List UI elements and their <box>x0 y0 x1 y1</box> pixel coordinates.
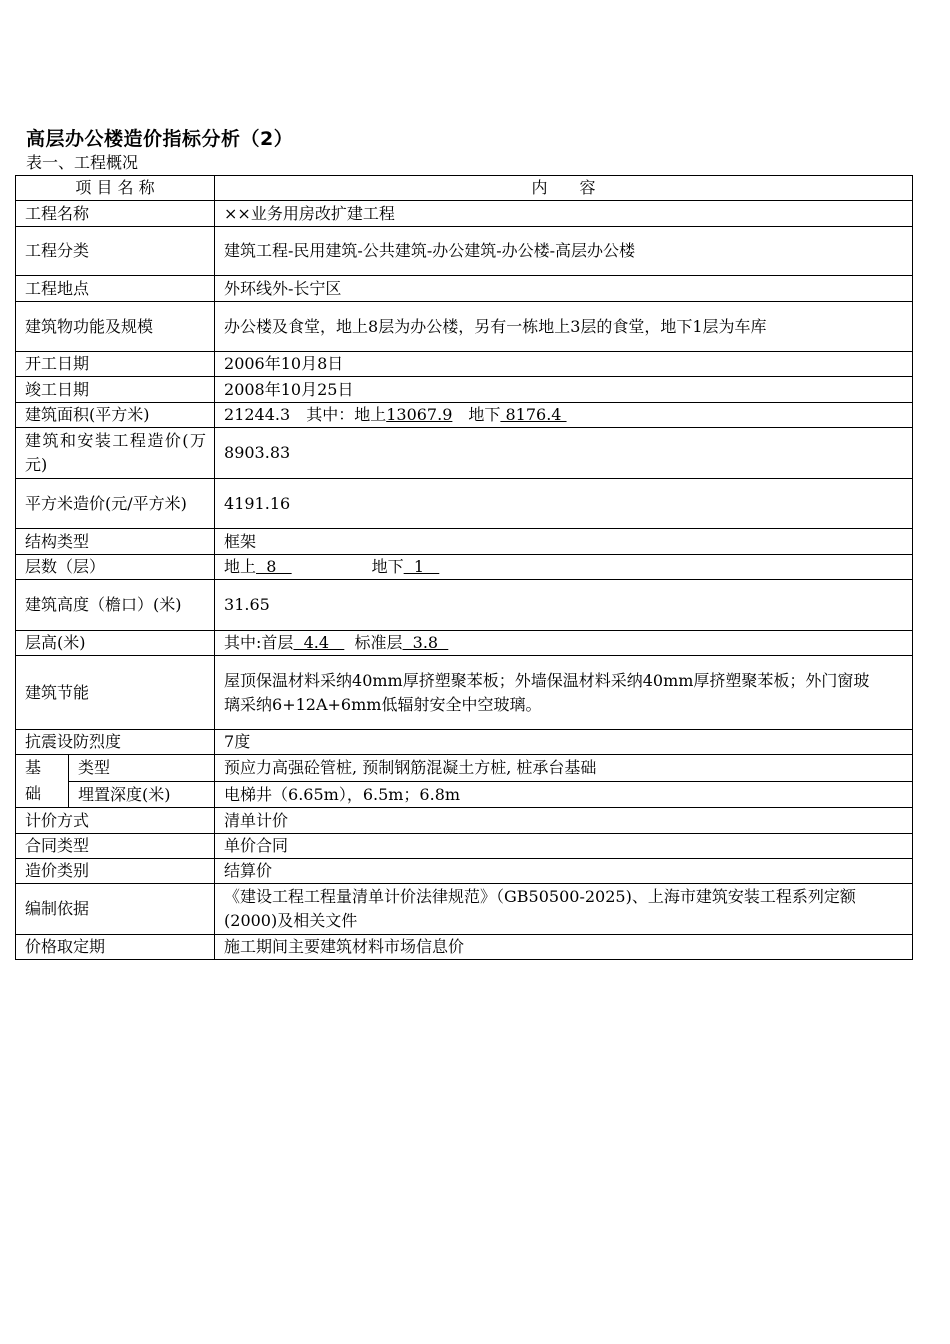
row-value: 建筑工程-民用建筑-公共建筑-办公建筑-办公楼-高层办公楼 <box>215 227 913 276</box>
table-row <box>16 377 913 403</box>
floors-above-label: 地上 <box>224 557 257 576</box>
row-label: 计价方式 <box>16 808 215 834</box>
table-row <box>16 808 913 834</box>
document-title: 高层办公楼造价指标分析（2） <box>26 128 294 150</box>
table-row <box>16 580 913 631</box>
header-item-name: 项 目 名 称 <box>16 176 215 201</box>
row-label: 建筑面积(平方米) <box>16 403 215 428</box>
table-row <box>16 428 913 479</box>
table-caption: 表一、工程概况 <box>26 153 139 172</box>
floors-below-label: 地下 <box>291 557 404 576</box>
area-above-label: 其中：地上 <box>290 405 387 424</box>
row-label: 工程名称 <box>16 201 215 227</box>
row-label: 合同类型 <box>16 834 215 859</box>
table-row <box>16 201 913 227</box>
floors-above-value: 8 <box>256 557 292 576</box>
row-value: 2008年10月25日 <box>215 377 913 403</box>
row-value <box>215 631 913 656</box>
table-row <box>16 656 913 730</box>
row-value: ××业务用房改扩建工程 <box>215 201 913 227</box>
floor-height-standard-label: 标准层 <box>344 633 403 652</box>
floors-below-value: 1 <box>403 557 440 576</box>
row-label: 竣工日期 <box>16 377 215 403</box>
row-label: 类型 <box>69 755 215 782</box>
row-value: 预应力高强砼管桩, 预制钢筋混凝土方桩, 桩承台基础 <box>215 755 913 782</box>
row-label: 平方米造价(元/平方米) <box>16 479 215 529</box>
floor-height-first: 4.4 <box>293 633 345 652</box>
row-value: 电梯井（6.65m），6.5m；6.8m <box>215 782 913 808</box>
row-value: 8903.83 <box>215 428 913 479</box>
row-label: 工程地点 <box>16 276 215 302</box>
floor-height-standard: 3.8 <box>402 633 449 652</box>
table-row <box>16 884 913 935</box>
row-label: 建筑高度（檐口）(米) <box>16 580 215 631</box>
row-value <box>215 555 913 580</box>
row-label: 结构类型 <box>16 529 215 555</box>
table-row <box>16 227 913 276</box>
row-value: 单价合同 <box>215 834 913 859</box>
table-row <box>16 302 913 352</box>
table-row <box>16 935 913 960</box>
row-value: 《建设工程工程量清单计价法律规范》（GB50500-2025)、上海市建筑安装工程系列定额(2000)及相关文件 <box>215 884 913 935</box>
table-row <box>16 529 913 555</box>
area-below-label: 地下 <box>452 405 501 424</box>
row-value <box>215 403 913 428</box>
table-header-row <box>16 176 913 201</box>
row-value: 施工期间主要建筑材料市场信息价 <box>215 935 913 960</box>
table-row <box>16 479 913 529</box>
area-total: 21244.3 <box>224 405 291 424</box>
header-content: 内 容 <box>215 176 913 201</box>
row-label: 埋置深度(米) <box>69 782 215 808</box>
table-row <box>16 755 913 782</box>
row-label: 造价类别 <box>16 859 215 884</box>
row-value: 结算价 <box>215 859 913 884</box>
table-row <box>16 782 913 808</box>
row-label: 工程分类 <box>16 227 215 276</box>
table-row <box>16 403 913 428</box>
row-value: 外环线外-长宁区 <box>215 276 913 302</box>
row-value: 办公楼及食堂，地上8层为办公楼，另有一栋地上3层的食堂，地下1层为车库 <box>215 302 913 352</box>
row-label: 建筑和安装工程造价(万元) <box>16 428 215 479</box>
row-label: 建筑节能 <box>16 656 215 730</box>
table-row <box>16 555 913 580</box>
row-value: 31.65 <box>215 580 913 631</box>
floor-height-prefix: 其中:首层 <box>224 633 294 652</box>
row-value: 框架 <box>215 529 913 555</box>
row-label: 抗震设防烈度 <box>16 730 215 755</box>
row-label: 开工日期 <box>16 352 215 377</box>
row-value: 4191.16 <box>215 479 913 529</box>
row-value: 7度 <box>215 730 913 755</box>
row-label: 价格取定期 <box>16 935 215 960</box>
table-row <box>16 859 913 884</box>
row-label: 层高(米) <box>16 631 215 656</box>
table-row <box>16 352 913 377</box>
row-value: 屋顶保温材料采纳40mm厚挤塑聚苯板；外墙保温材料采纳40mm厚挤塑聚苯板；外门窗玻璃采纳6+12A+6mm低辐射安全中空玻璃。 <box>215 656 913 730</box>
table-row <box>16 834 913 859</box>
area-above-value: 13067.9 <box>386 405 453 424</box>
row-label: 层数（层） <box>16 555 215 580</box>
table-row <box>16 730 913 755</box>
project-overview-table <box>15 175 913 960</box>
foundation-label: 基础 <box>16 755 69 808</box>
row-value: 清单计价 <box>215 808 913 834</box>
table-row <box>16 276 913 302</box>
row-label: 建筑物功能及规模 <box>16 302 215 352</box>
area-below-value: 8176.4 <box>500 405 567 424</box>
row-value: 2006年10月8日 <box>215 352 913 377</box>
table-row <box>16 631 913 656</box>
row-label: 编制依据 <box>16 884 215 935</box>
